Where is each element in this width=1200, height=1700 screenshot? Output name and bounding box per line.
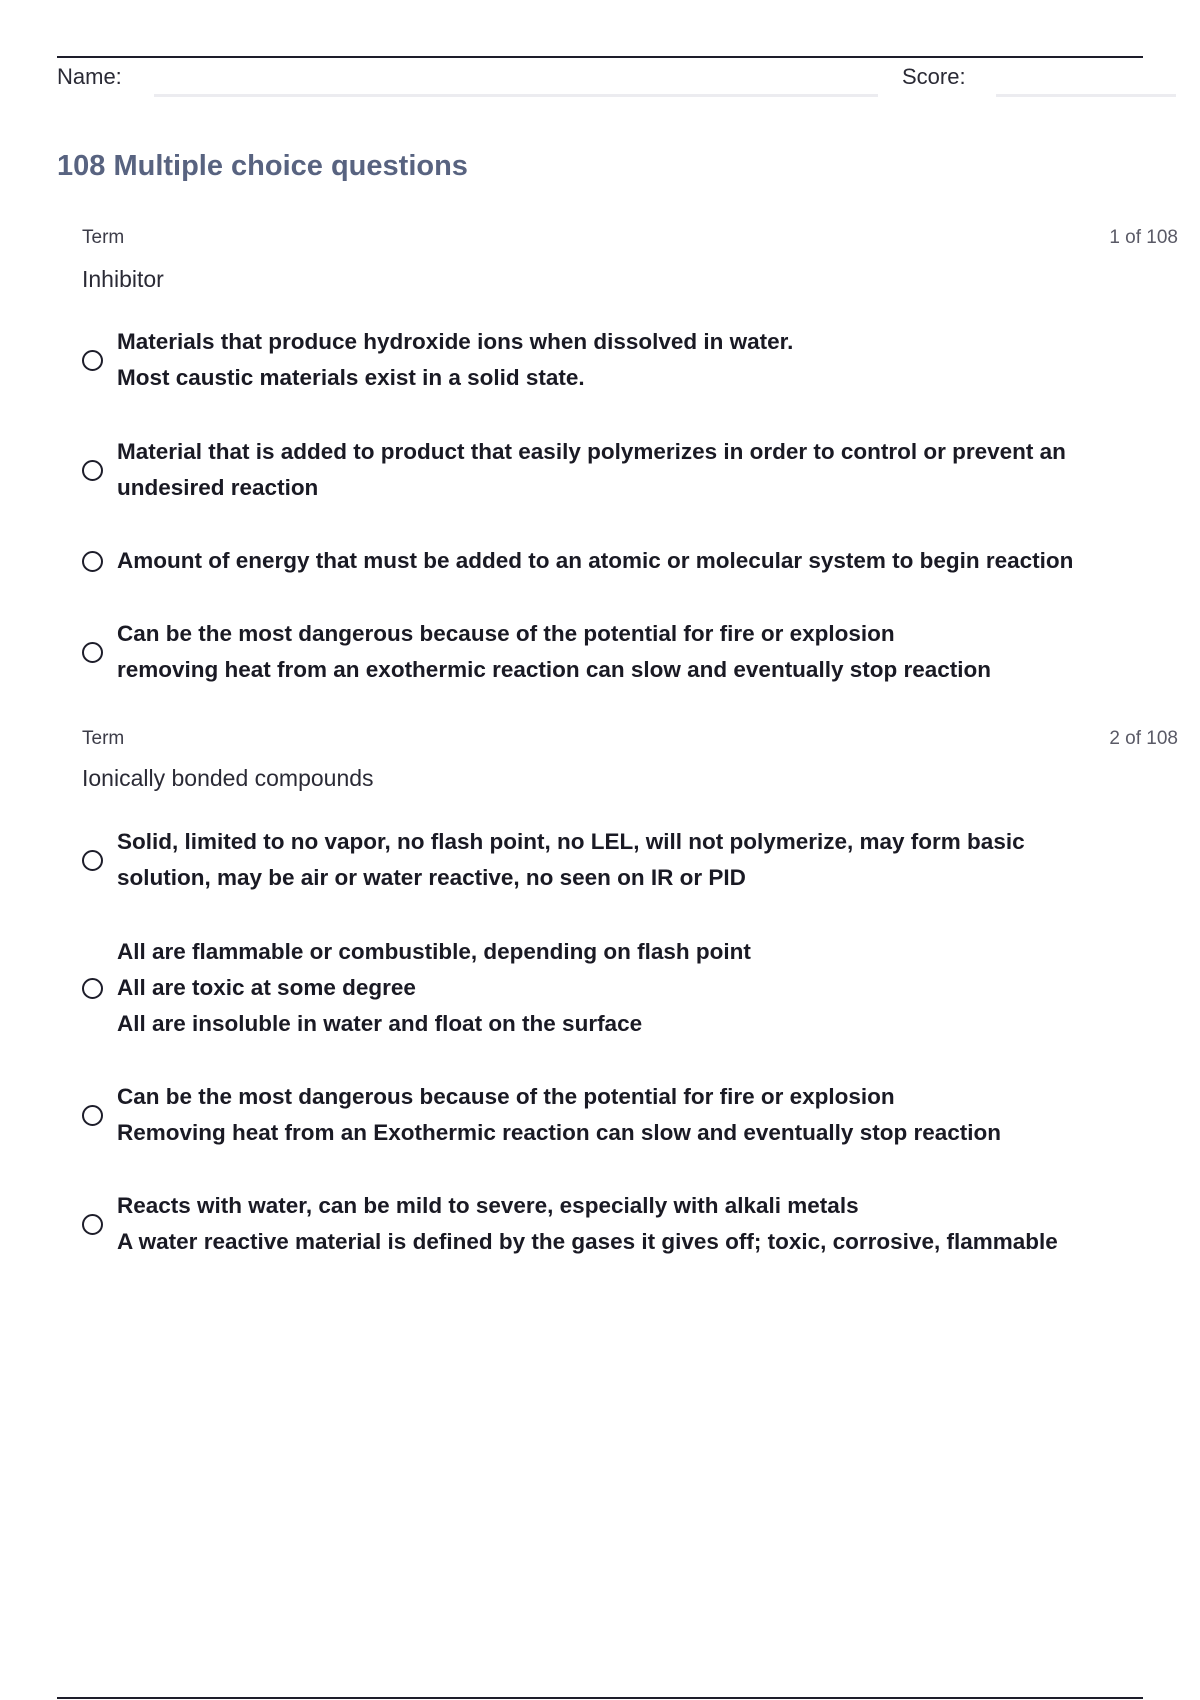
- answer-option[interactable]: [82, 934, 1182, 1042]
- option-text: Reacts with water, can be mild to severe, especially with alkali metals A water reactive material is defined by the gases it gives off; toxic, corrosive, flammable: [117, 1193, 1058, 1254]
- answer-option[interactable]: [82, 1188, 1182, 1260]
- page-title: 108 Multiple choice questions: [57, 150, 468, 182]
- score-field[interactable]: [996, 94, 1176, 97]
- option-text: Material that is added to product that easily polymerizes in order to control or prevent an undesired reaction: [117, 439, 1066, 500]
- radio-button[interactable]: [82, 850, 103, 871]
- radio-button[interactable]: [82, 1214, 103, 1235]
- radio-button[interactable]: [82, 642, 103, 663]
- question-counter: 2 of 108: [1109, 728, 1178, 749]
- top-rule: [57, 56, 1143, 58]
- option-text: Can be the most dangerous because of the potential for fire or explosion removing heat from an exothermic reaction can slow and eventually stop reaction: [117, 621, 991, 682]
- option-text: Can be the most dangerous because of the potential for fire or explosion Removing heat from an Exothermic reaction can slow and eventually stop reaction: [117, 1084, 1001, 1145]
- term-word: Inhibitor: [82, 266, 164, 292]
- option-text: Materials that produce hydroxide ions when dissolved in water. Most caustic materials exist in a solid state.: [117, 329, 794, 390]
- question-counter: 1 of 108: [1109, 227, 1178, 248]
- answer-option[interactable]: [82, 324, 1182, 396]
- term-label: Term: [82, 728, 125, 749]
- answer-option[interactable]: [82, 616, 1182, 688]
- name-field[interactable]: [154, 94, 878, 97]
- radio-button[interactable]: [82, 978, 103, 999]
- radio-button[interactable]: [82, 350, 103, 371]
- option-text: Solid, limited to no vapor, no flash point, no LEL, will not polymerize, may form basic solution, may be air or water reactive, no seen on IR or PID: [117, 829, 1025, 890]
- score-label: Score:: [902, 64, 966, 89]
- term-label: Term: [82, 227, 125, 248]
- answer-option[interactable]: [82, 543, 1182, 579]
- option-text: All are flammable or combustible, depending on flash point All are toxic at some degree All are insoluble in water and float on the surface: [117, 939, 751, 1036]
- bottom-rule: [57, 1697, 1143, 1699]
- term-word: Ionically bonded compounds: [82, 765, 374, 791]
- answer-option[interactable]: [82, 434, 1182, 506]
- radio-button[interactable]: [82, 1105, 103, 1126]
- answer-option[interactable]: [82, 824, 1182, 896]
- radio-button[interactable]: [82, 460, 103, 481]
- question-2-header: [82, 728, 1178, 750]
- option-text: Amount of energy that must be added to an atomic or molecular system to begin reaction: [117, 548, 1074, 573]
- radio-button[interactable]: [82, 551, 103, 572]
- question-1-header: [82, 227, 1178, 249]
- name-label: Name:: [57, 64, 122, 89]
- answer-option[interactable]: [82, 1079, 1182, 1151]
